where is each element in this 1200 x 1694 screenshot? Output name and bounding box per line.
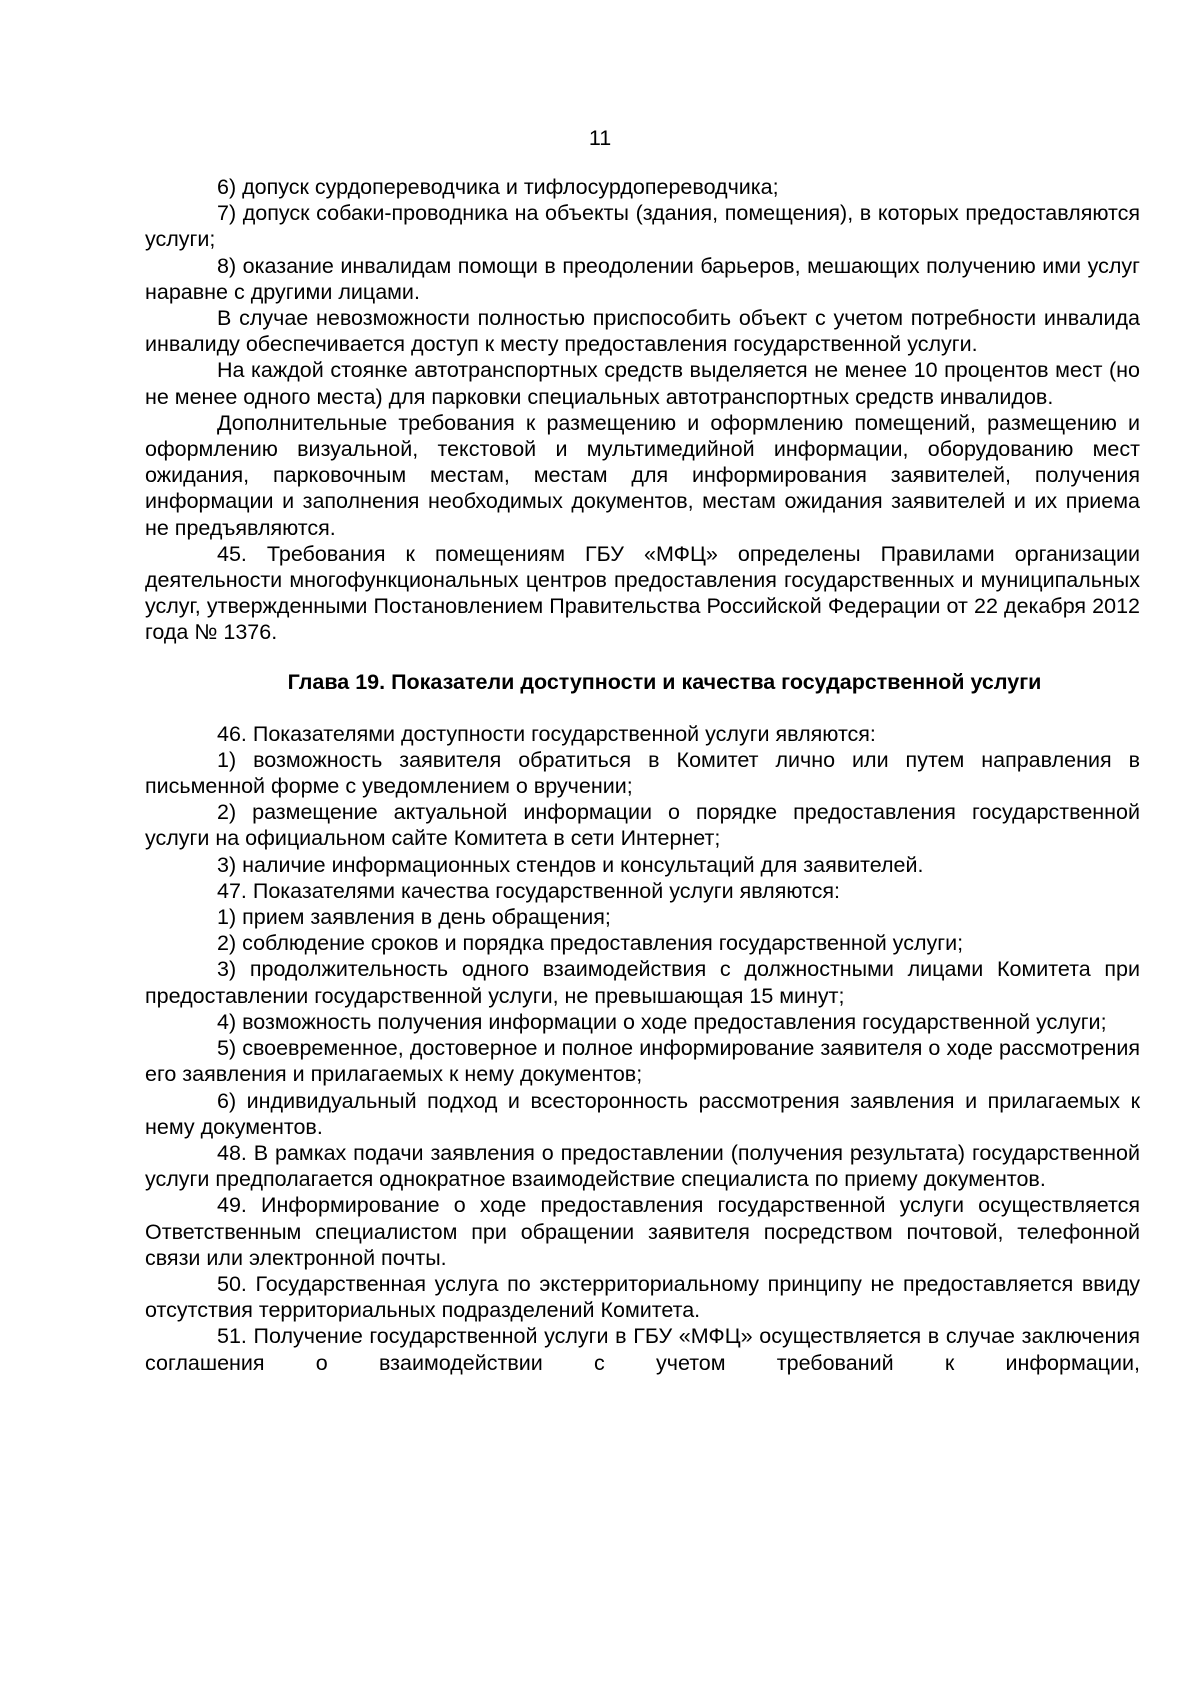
- paragraph: 6) допуск сурдопереводчика и тифлосурдопереводчика;: [217, 175, 779, 199]
- paragraph: 5) своевременное, достоверное и полное информирование заявителя о ходе рассмотрения его заявления и прилагаемых к нему документов;: [145, 1036, 1140, 1087]
- paragraph: 8) оказание инвалидам помощи в преодолении барьеров, мешающих получению ими услуг наравне с другими лицами.: [145, 253, 1140, 304]
- paragraph: В случае невозможности полностью приспособить объект с учетом потребности инвалида инвалиду обеспечивается доступ к месту предоставления государственной услуги.: [145, 306, 1140, 357]
- paragraph: 49. Информирование о ходе предоставления государственной услуги осуществляется Ответственным специалистом при обращении заявителя посредством почтовой, телефонной связи или электронной почты.: [145, 1193, 1140, 1270]
- chapter-heading: Глава 19. Показатели доступности и качества государственной услуги: [287, 669, 1042, 694]
- paragraph: 48. В рамках подачи заявления о предоставлении (получения результата) государственной услуги предполагается однократное взаимодействие специалиста по приему документов.: [145, 1140, 1140, 1192]
- paragraph: 1) прием заявления в день обращения;: [217, 905, 611, 930]
- paragraph: 1) возможность заявителя обратиться в Комитет лично или путем направления в письменной форме с уведомлением о вручении;: [145, 747, 1140, 799]
- paragraph: 51. Получение государственной услуги в ГБУ «МФЦ» осуществляется в случае заключения соглашения о взаимодействии с учетом требований к информации,: [145, 1324, 1140, 1375]
- paragraph: На каждой стоянке автотранспортных средств выделяется не менее 10 процентов мест (но не менее одного места) для парковки специальных автотранспортных средств инвалидов.: [145, 358, 1140, 409]
- paragraph: 6) индивидуальный подход и всесторонность рассмотрения заявления и прилагаемых к нему документов.: [145, 1088, 1140, 1139]
- paragraph: 7) допуск собаки-проводника на объекты (здания, помещения), в которых предоставляются услуги;: [145, 201, 1140, 252]
- paragraph: 3) наличие информационных стендов и консультаций для заявителей.: [217, 852, 924, 877]
- paragraph: 45. Требования к помещениям ГБУ «МФЦ» определены Правилами организации деятельности многофункциональных центров предоставления государственных и муниципальных услуг, утвержденными Постановлением Правительства Российской Федерации от 22 декабря 2012 года № 1376.: [145, 541, 1140, 645]
- paragraph: 2) размещение актуальной информации о порядке предоставления государственной услуги на официальном сайте Комитета в сети Интернет;: [145, 800, 1140, 851]
- paragraph: 47. Показателями качества государственной услуги являются:: [217, 878, 840, 903]
- paragraph: 46. Показателями доступности государственной услуги являются:: [217, 721, 876, 746]
- paragraph: 3) продолжительность одного взаимодействия с должностными лицами Комитета при предоставлении государственной услуги, не превышающая 15 минут;: [145, 957, 1140, 1008]
- page-number: 11: [588, 126, 612, 150]
- document-body: [145, 174, 1140, 1376]
- paragraph: Дополнительные требования к размещению и оформлению помещений, размещению и оформлению визуальной, текстовой и мультимедийной информации, оборудованию мест ожидания, парковочным местам, местам для информирования заявителей, получения информации и заполнения необходимых документов, местам ожидания заявителей и их приема не предъявляются.: [145, 410, 1140, 540]
- paragraph: 50. Государственная услуга по экстерриториальному принципу не предоставляется ввиду отсутствия территориальных подразделений Комитета.: [145, 1271, 1140, 1323]
- paragraph: 4) возможность получения информации о ходе предоставления государственной услуги;: [217, 1009, 1107, 1034]
- paragraph: 2) соблюдение сроков и порядка предоставления государственной услуги;: [217, 931, 964, 956]
